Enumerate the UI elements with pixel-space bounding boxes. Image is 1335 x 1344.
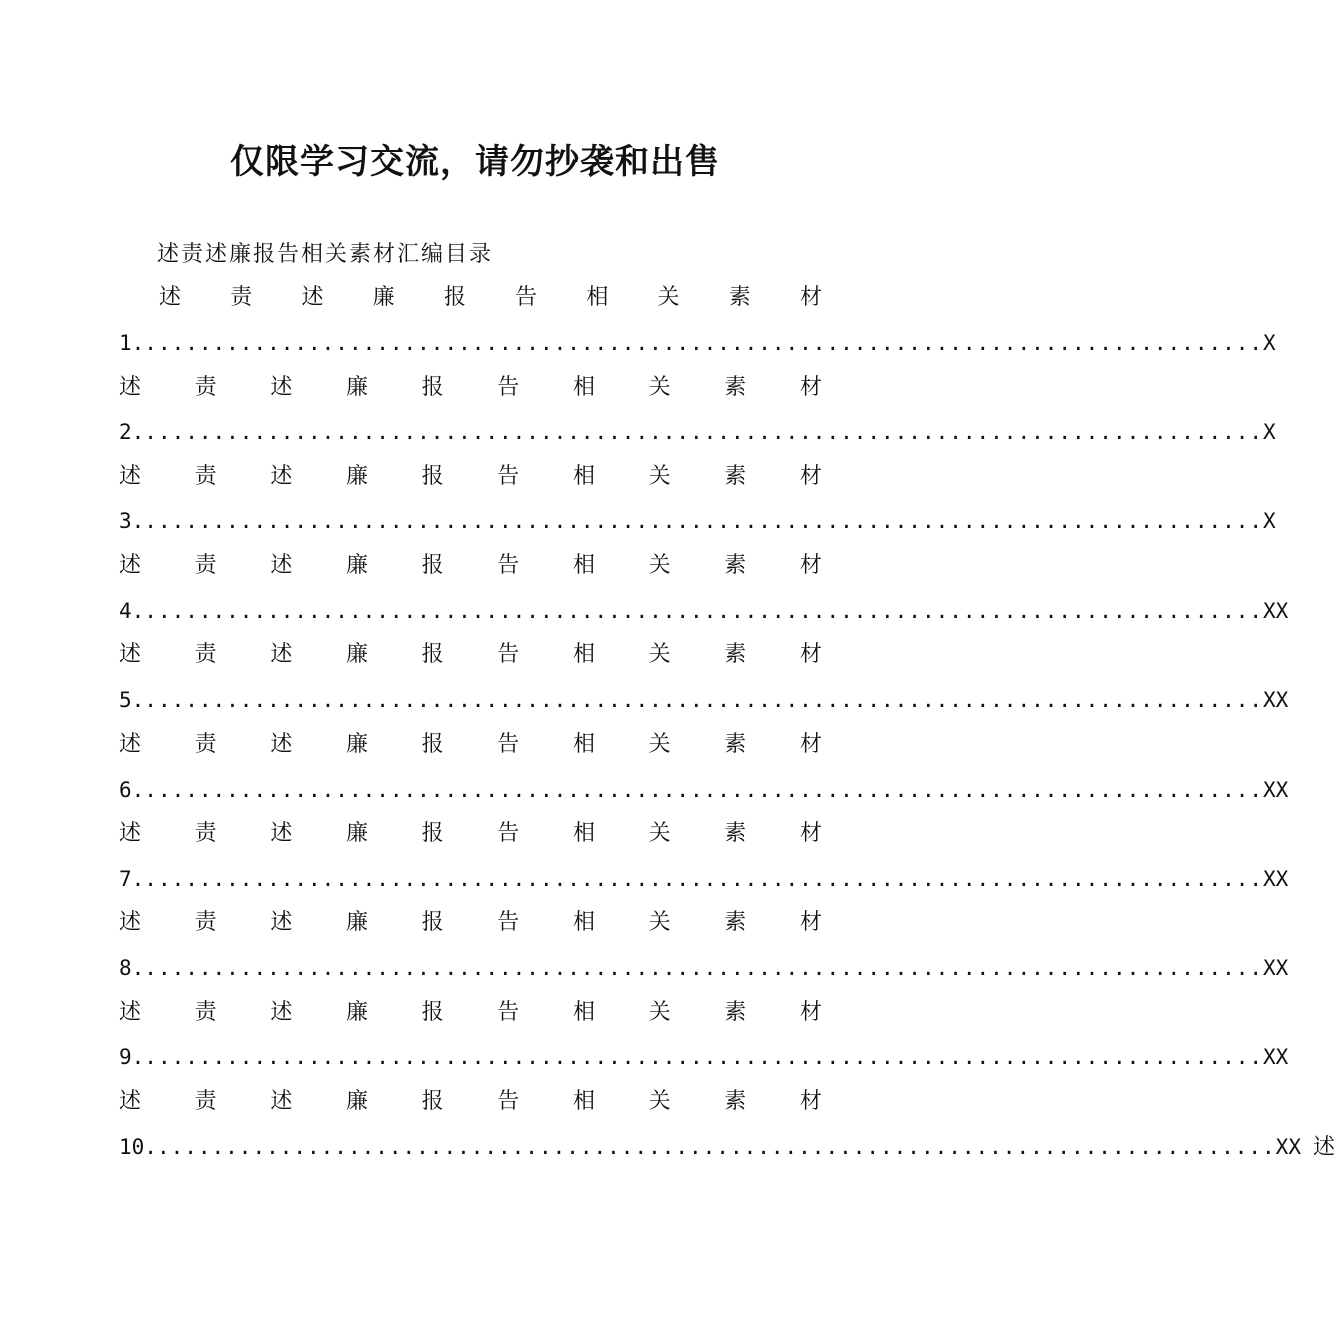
- heading-char: 廉: [345, 1089, 368, 1114]
- heading-char: 相: [572, 642, 595, 667]
- heading-char: 述: [270, 910, 293, 935]
- heading-char: 材: [799, 821, 822, 846]
- entry-number: 2.: [119, 420, 145, 444]
- heading-char: 责: [194, 1000, 217, 1025]
- toc-entry-line: [119, 864, 1289, 894]
- dot-leader: ..................................................................................: [156, 1135, 1276, 1159]
- heading-char: 报: [421, 553, 444, 578]
- dot-leader: ..................................................................................: [144, 331, 1264, 355]
- heading-char: 责: [194, 464, 217, 489]
- heading-char: 廉: [345, 375, 368, 400]
- toc-subtitle: 述责述廉报告相关素材汇编目录: [157, 242, 494, 267]
- heading-char: 报: [421, 642, 444, 667]
- dot-leader: ..................................................................................: [144, 867, 1264, 891]
- heading-char: 报: [421, 1089, 444, 1114]
- heading-char: 素: [724, 642, 747, 667]
- heading-char: 述: [270, 732, 293, 757]
- heading-char: 述: [301, 285, 324, 310]
- heading-char: 关: [648, 642, 671, 667]
- heading-char: 关: [657, 285, 680, 310]
- heading-char: 报: [421, 732, 444, 757]
- heading-char: 廉: [345, 553, 368, 578]
- heading-char: 关: [648, 1089, 671, 1114]
- heading-char: 责: [194, 821, 217, 846]
- heading-char: 关: [648, 910, 671, 935]
- heading-char: 相: [572, 553, 595, 578]
- heading-char: 素: [724, 1089, 747, 1114]
- entry-number: 4.: [119, 599, 145, 623]
- toc-entry-line: [119, 596, 1289, 626]
- toc-heading-row: [119, 819, 822, 849]
- heading-char: 廉: [345, 910, 368, 935]
- heading-char: 述: [270, 1089, 293, 1114]
- heading-char: 材: [799, 1089, 822, 1114]
- toc-entry-line: [119, 953, 1289, 983]
- page-title: 仅限学习交流，请勿抄袭和出售: [230, 142, 720, 182]
- heading-char: 述: [119, 821, 142, 846]
- heading-char: 告: [497, 1000, 520, 1025]
- entry-page: X: [1263, 420, 1276, 444]
- toc-entry-line: [119, 1042, 1289, 1072]
- toc-heading-row: [119, 551, 822, 581]
- heading-char: 廉: [345, 821, 368, 846]
- heading-char: 述: [119, 1000, 142, 1025]
- heading-char: 告: [497, 375, 520, 400]
- toc-heading-row: [119, 462, 822, 492]
- heading-char: 述: [270, 642, 293, 667]
- heading-char: 材: [799, 285, 822, 310]
- entry-page: XX: [1263, 1045, 1289, 1069]
- heading-char: 述: [270, 1000, 293, 1025]
- heading-char: 责: [194, 1089, 217, 1114]
- heading-char: 报: [421, 1000, 444, 1025]
- dot-leader: ..................................................................................: [144, 1045, 1264, 1069]
- heading-char: 述: [270, 821, 293, 846]
- heading-char: 责: [194, 642, 217, 667]
- heading-char: 相: [572, 1089, 595, 1114]
- toc-entry-line: [119, 685, 1289, 715]
- heading-char: 报: [421, 464, 444, 489]
- heading-char: 告: [497, 553, 520, 578]
- heading-char: 素: [724, 910, 747, 935]
- heading-char: 素: [728, 285, 751, 310]
- heading-char: 材: [799, 375, 822, 400]
- toc-heading-row: [119, 730, 822, 760]
- heading-char: 相: [572, 464, 595, 489]
- heading-char: 告: [497, 464, 520, 489]
- heading-char: 相: [586, 285, 609, 310]
- heading-char: 报: [421, 910, 444, 935]
- heading-char: 相: [572, 732, 595, 757]
- heading-char: 述: [270, 553, 293, 578]
- entry-number: 8.: [119, 956, 145, 980]
- heading-char: 述: [119, 910, 142, 935]
- heading-char: 素: [724, 732, 747, 757]
- heading-char: 关: [648, 1000, 671, 1025]
- heading-char: 述: [270, 375, 293, 400]
- entry-page: XX: [1263, 867, 1289, 891]
- heading-char: 廉: [372, 285, 395, 310]
- heading-char: 述: [119, 375, 142, 400]
- heading-char: 责: [194, 375, 217, 400]
- heading-char: 告: [497, 732, 520, 757]
- toc-heading-row: [119, 1087, 822, 1117]
- heading-char: 廉: [345, 1000, 368, 1025]
- entry-number: 10.: [119, 1135, 157, 1159]
- heading-char: 告: [497, 1089, 520, 1114]
- heading-char: 材: [799, 910, 822, 935]
- dot-leader: ..................................................................................: [144, 956, 1264, 980]
- heading-char: 廉: [345, 464, 368, 489]
- heading-char: 责: [194, 910, 217, 935]
- heading-char: 述: [270, 464, 293, 489]
- heading-char: 素: [724, 553, 747, 578]
- heading-char: 材: [799, 1000, 822, 1025]
- heading-char: 素: [724, 375, 747, 400]
- heading-char: 关: [648, 375, 671, 400]
- heading-char: 廉: [345, 732, 368, 757]
- heading-char: 述: [119, 1089, 142, 1114]
- entry-page: XX: [1275, 1135, 1301, 1159]
- entry-number: 3.: [119, 509, 145, 533]
- entry-number: 9.: [119, 1045, 145, 1069]
- entry-page: XX: [1263, 778, 1289, 802]
- heading-char: 素: [724, 1000, 747, 1025]
- heading-char: 述: [119, 464, 142, 489]
- heading-char: 关: [648, 732, 671, 757]
- heading-char: 相: [572, 821, 595, 846]
- entry-number: 1.: [119, 331, 145, 355]
- heading-char: 素: [724, 464, 747, 489]
- dot-leader: ..................................................................................: [144, 778, 1264, 802]
- heading-char: 关: [648, 464, 671, 489]
- entry-page: XX: [1263, 599, 1289, 623]
- toc-heading-row: [119, 998, 822, 1028]
- entry-page: XX: [1263, 956, 1289, 980]
- entry-continuation: 述: [1312, 1135, 1335, 1160]
- heading-char: 报: [421, 375, 444, 400]
- entry-page: XX: [1263, 688, 1289, 712]
- toc-entry-line: [119, 328, 1276, 358]
- toc-heading-row: [159, 283, 822, 313]
- heading-char: 材: [799, 464, 822, 489]
- heading-char: 素: [724, 821, 747, 846]
- heading-char: 廉: [345, 642, 368, 667]
- heading-char: 述: [119, 553, 142, 578]
- entry-number: 7.: [119, 867, 145, 891]
- heading-char: 报: [443, 285, 466, 310]
- heading-char: 告: [515, 285, 538, 310]
- entry-number: 5.: [119, 688, 145, 712]
- heading-char: 告: [497, 821, 520, 846]
- heading-char: 材: [799, 732, 822, 757]
- dot-leader: ..................................................................................: [144, 420, 1264, 444]
- toc-heading-row: [119, 908, 822, 938]
- heading-char: 责: [194, 553, 217, 578]
- heading-char: 责: [230, 285, 253, 310]
- heading-char: 责: [194, 732, 217, 757]
- heading-char: 材: [799, 553, 822, 578]
- heading-char: 述: [159, 285, 182, 310]
- heading-char: 材: [799, 642, 822, 667]
- dot-leader: ..................................................................................: [144, 599, 1264, 623]
- heading-char: 报: [421, 821, 444, 846]
- entry-number: 6.: [119, 778, 145, 802]
- toc-heading-row: [119, 373, 822, 403]
- heading-char: 告: [497, 642, 520, 667]
- heading-char: 述: [119, 642, 142, 667]
- heading-char: 述: [119, 732, 142, 757]
- toc-entry-line: [119, 1132, 1335, 1162]
- heading-char: 关: [648, 821, 671, 846]
- toc-entry-line: [119, 417, 1276, 447]
- dot-leader: ..................................................................................: [144, 509, 1264, 533]
- heading-char: 相: [572, 1000, 595, 1025]
- toc-entry-line: [119, 775, 1289, 805]
- heading-char: 相: [572, 910, 595, 935]
- heading-char: 关: [648, 553, 671, 578]
- entry-page: X: [1263, 509, 1276, 533]
- entry-page: X: [1263, 331, 1276, 355]
- toc-entry-line: [119, 506, 1276, 536]
- heading-char: 告: [497, 910, 520, 935]
- dot-leader: ..................................................................................: [144, 688, 1264, 712]
- toc-heading-row: [119, 640, 822, 670]
- heading-char: 相: [572, 375, 595, 400]
